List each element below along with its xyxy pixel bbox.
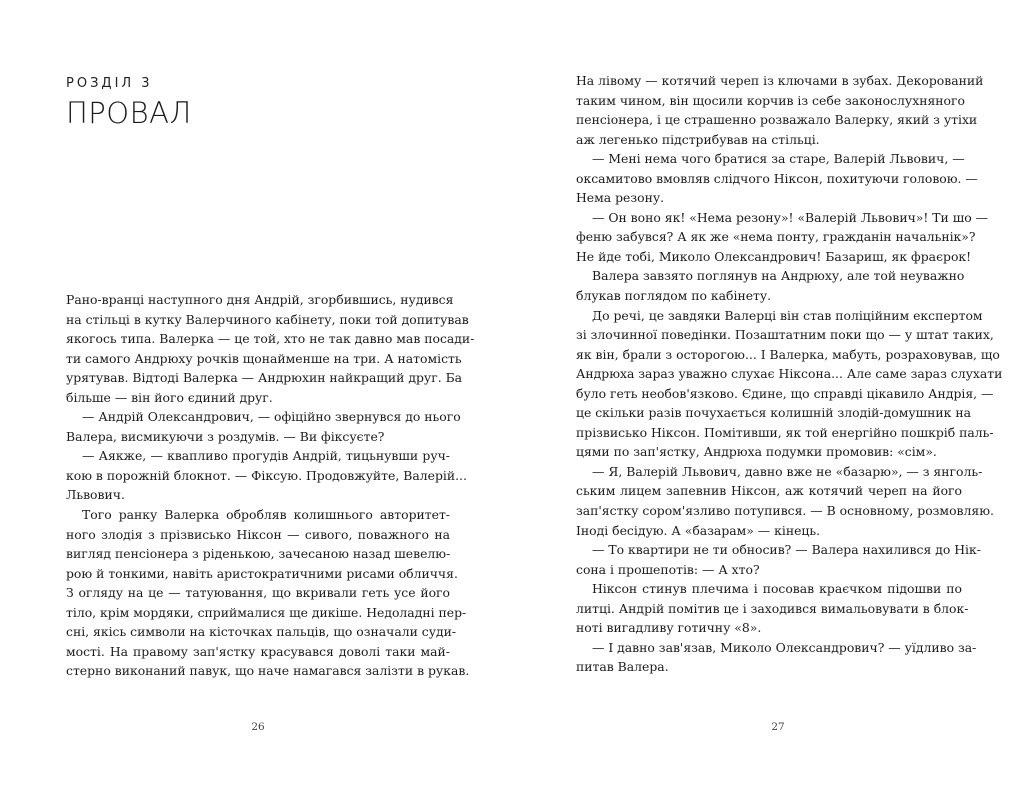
text-line: зап'ястку сором'язливо потупився. — В основному, розмовляю.	[576, 503, 994, 519]
text-line: урятував. Відтоді Валерка — Андрюхин найкращий друг. Ба	[66, 370, 463, 386]
text-line: прізвисько Ніксон. Помітивши, як той енергійно пошкріб паль-	[576, 424, 994, 440]
text-line: якогось типа. Валерка — це той, хто не так давно мав посади-	[66, 331, 475, 347]
text-line: це скільки разів почухається колишній злодій-домушник на	[576, 405, 971, 421]
text-line: — Андрій Олександрович, — офіційно звернувся до нього	[82, 409, 461, 425]
text-line: було геть необов'язково. Єдине, що справді цікавило Андрія, —	[576, 385, 994, 401]
text-line: Іноді бесідую. А «базарам» — кінець.	[576, 522, 821, 538]
text-line: стерно виконаний павук, що наче намагався залізти в рукав.	[66, 663, 470, 679]
text-line: Андрюха зараз уважно слухає Ніксона... Але саме зараз слухати	[576, 366, 1003, 382]
text-line: питав Валера.	[576, 659, 669, 675]
text-line: кою в порожній блокнот. — Фіксую. Продовжуйте, Валерій...	[66, 467, 467, 483]
text-line: ти самого Андрюху рочків щонайменше на три. А натомість	[66, 350, 462, 366]
text-line: На лівому — котячий череп із ключами в зубах. Декорований	[576, 73, 984, 88]
text-line: — Мені нема чого братися за старе, Валерій Львович, —	[592, 151, 965, 167]
text-line: ноті вигадливу готичну «8».	[576, 620, 762, 636]
text-line: Не йде тобі, Миколо Олександрович! Базариш, як фраєрок!	[576, 248, 972, 264]
text-line: вигляд пенсіонера з ріденькою, зачесаною назад шевелю-	[66, 546, 451, 562]
text-line: тіло, крім мордяки, сприймалися ще дикіше. Недоладні пер-	[66, 604, 467, 620]
text-line: аж легенько підстрибував на стільці.	[576, 131, 820, 147]
text-line: рою й тонкими, навіть аристократичними рисами обличчя.	[66, 565, 458, 581]
text-line: З огляду на це — татуювання, що вкривали геть усе його	[66, 585, 450, 601]
text-line: — Я, Валерій Львович, давно вже не «базарю», — з янголь-	[592, 463, 983, 479]
text-line: Ніксон стинув плечима і посовав краєчком підошви по	[592, 581, 962, 597]
right-page	[512, 0, 1024, 788]
text-line: мості. На правому зап'ястку красувався доволі таки май-	[66, 643, 450, 659]
text-line: більше — він його єдиний друг.	[66, 389, 273, 405]
text-line: як він, брали з осторогою... І Валерка, мабуть, розраховував, що	[576, 346, 1000, 362]
text-line: Нема резону.	[576, 190, 665, 206]
chapter-label: РОЗДІЛ 3	[66, 76, 153, 91]
text-line: цями по зап'ястку, Андрюха подумки промовив: «сім».	[576, 444, 937, 460]
text-line: таким чином, він щосили корчив із себе законослухняного	[576, 92, 965, 108]
text-line: Валера завзято поглянув на Андрюху, але той неуважно	[592, 268, 965, 284]
chapter-title: ПРОВАЛ	[66, 96, 192, 130]
text-line: сні, якісь символи на кісточках пальців, що означали суди-	[66, 624, 457, 640]
left-page-text	[66, 290, 475, 681]
text-line: блукав поглядом по кабінету.	[576, 288, 772, 304]
text-line: Львович.	[66, 487, 125, 503]
text-line: — І давно зав'язав, Миколо Олександрович? — уїдливо за-	[592, 639, 977, 655]
text-line: сона і прошепотів: — А хто?	[576, 561, 760, 577]
text-line: — То квартири не ти обносив? — Валера нахилився до Нік-	[592, 542, 981, 558]
text-line: на стільці в кутку Валерчиного кабінету, поки той допитував	[66, 311, 469, 327]
page-number-right: 27	[771, 721, 785, 733]
text-line: литці. Андрій помітив це і заходився вимальовувати в блок-	[576, 600, 969, 616]
text-line: зі злочинної поведінки. Позаштатним поки що — у штат таких,	[576, 327, 994, 343]
page-number-left: 26	[251, 721, 265, 733]
text-line: — Он воно як! «Нема резону»! «Валерій Львович»! Ти шо —	[592, 209, 989, 225]
text-line: пенсіонера, і це страшенно розважало Валерку, який з утіхи	[576, 112, 978, 128]
text-line: ським лицем запевнив Ніксон, аж котячий череп на його	[576, 483, 962, 499]
text-line: Рано-вранці наступного дня Андрій, згорбившись, нудився	[66, 292, 454, 307]
text-line: До речі, це завдяки Валерці він став поліційним експертом	[592, 307, 983, 323]
text-line: оксамитово вмовляв слідчого Ніксон, похитуючи головою. —	[576, 170, 978, 186]
text-line: Валера, висмикуючи з роздумів. — Ви фіксуєте?	[66, 428, 385, 444]
right-page-text	[576, 71, 1003, 677]
text-line: феню забувся? А як же «нема понту, гражданін начальнік»?	[576, 229, 976, 245]
text-line: ного злодія з прізвисько Ніксон — сивого, поважного на	[66, 526, 450, 542]
text-line: Того ранку Валерка обробляв колишнього авторитет-	[82, 507, 450, 523]
text-line: — Аякже, — квапливо прогудів Андрій, тицьнувши руч-	[82, 448, 450, 464]
